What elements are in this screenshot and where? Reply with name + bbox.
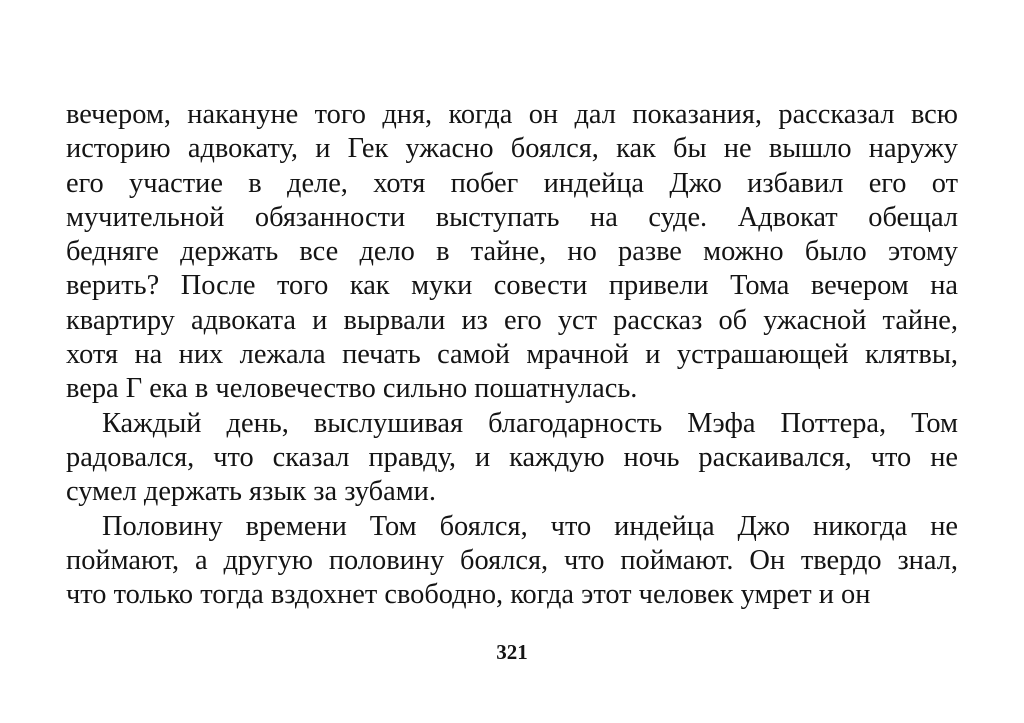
text-line: его участие в деле, хотя побег индейца Джо избавил его от <box>66 167 958 199</box>
text-line: бедняге держать все дело в тайне, но разве можно было этому <box>66 236 958 268</box>
text-line: вечером, накануне того дня, когда он дал показания, рассказал всю <box>66 99 958 130</box>
text-line: сумел держать язык за зубами. <box>66 476 436 508</box>
paragraph-3 <box>66 510 958 613</box>
text-line: поймают, а другую половину боялся, что поймают. Он твердо знал, <box>66 544 958 576</box>
text-line: вера Г ека в человечество сильно пошатнулась. <box>66 373 638 405</box>
body-text <box>66 98 958 612</box>
text-line: квартиру адвоката и вырвали из его уст рассказ об ужасной тайне, <box>66 304 958 336</box>
text-line: Каждый день, выслушивая благодарность Мэфа Поттера, Том <box>102 407 958 439</box>
paragraph-1 <box>66 98 958 407</box>
page-number: 321 <box>496 640 528 664</box>
text-line: мучительной обязанности выступать на суде. Адвокат обещал <box>66 201 958 233</box>
text-line: радовался, что сказал правду, и каждую ночь раскаивался, что не <box>66 441 958 473</box>
text-line: что только тогда вздохнет свободно, когда этот человек умрет и он <box>66 579 871 611</box>
text-line: Половину времени Том боялся, что индейца Джо никогда не <box>102 510 958 542</box>
text-line: хотя на них лежала печать самой мрачной и устрашающей клятвы, <box>66 339 958 371</box>
paragraph-2 <box>66 407 958 510</box>
text-line: верить? После того как муки совести привели Тома вечером на <box>66 270 958 302</box>
text-line: историю адвокату, и Гек ужасно боялся, как бы не вышло наружу <box>66 133 958 165</box>
